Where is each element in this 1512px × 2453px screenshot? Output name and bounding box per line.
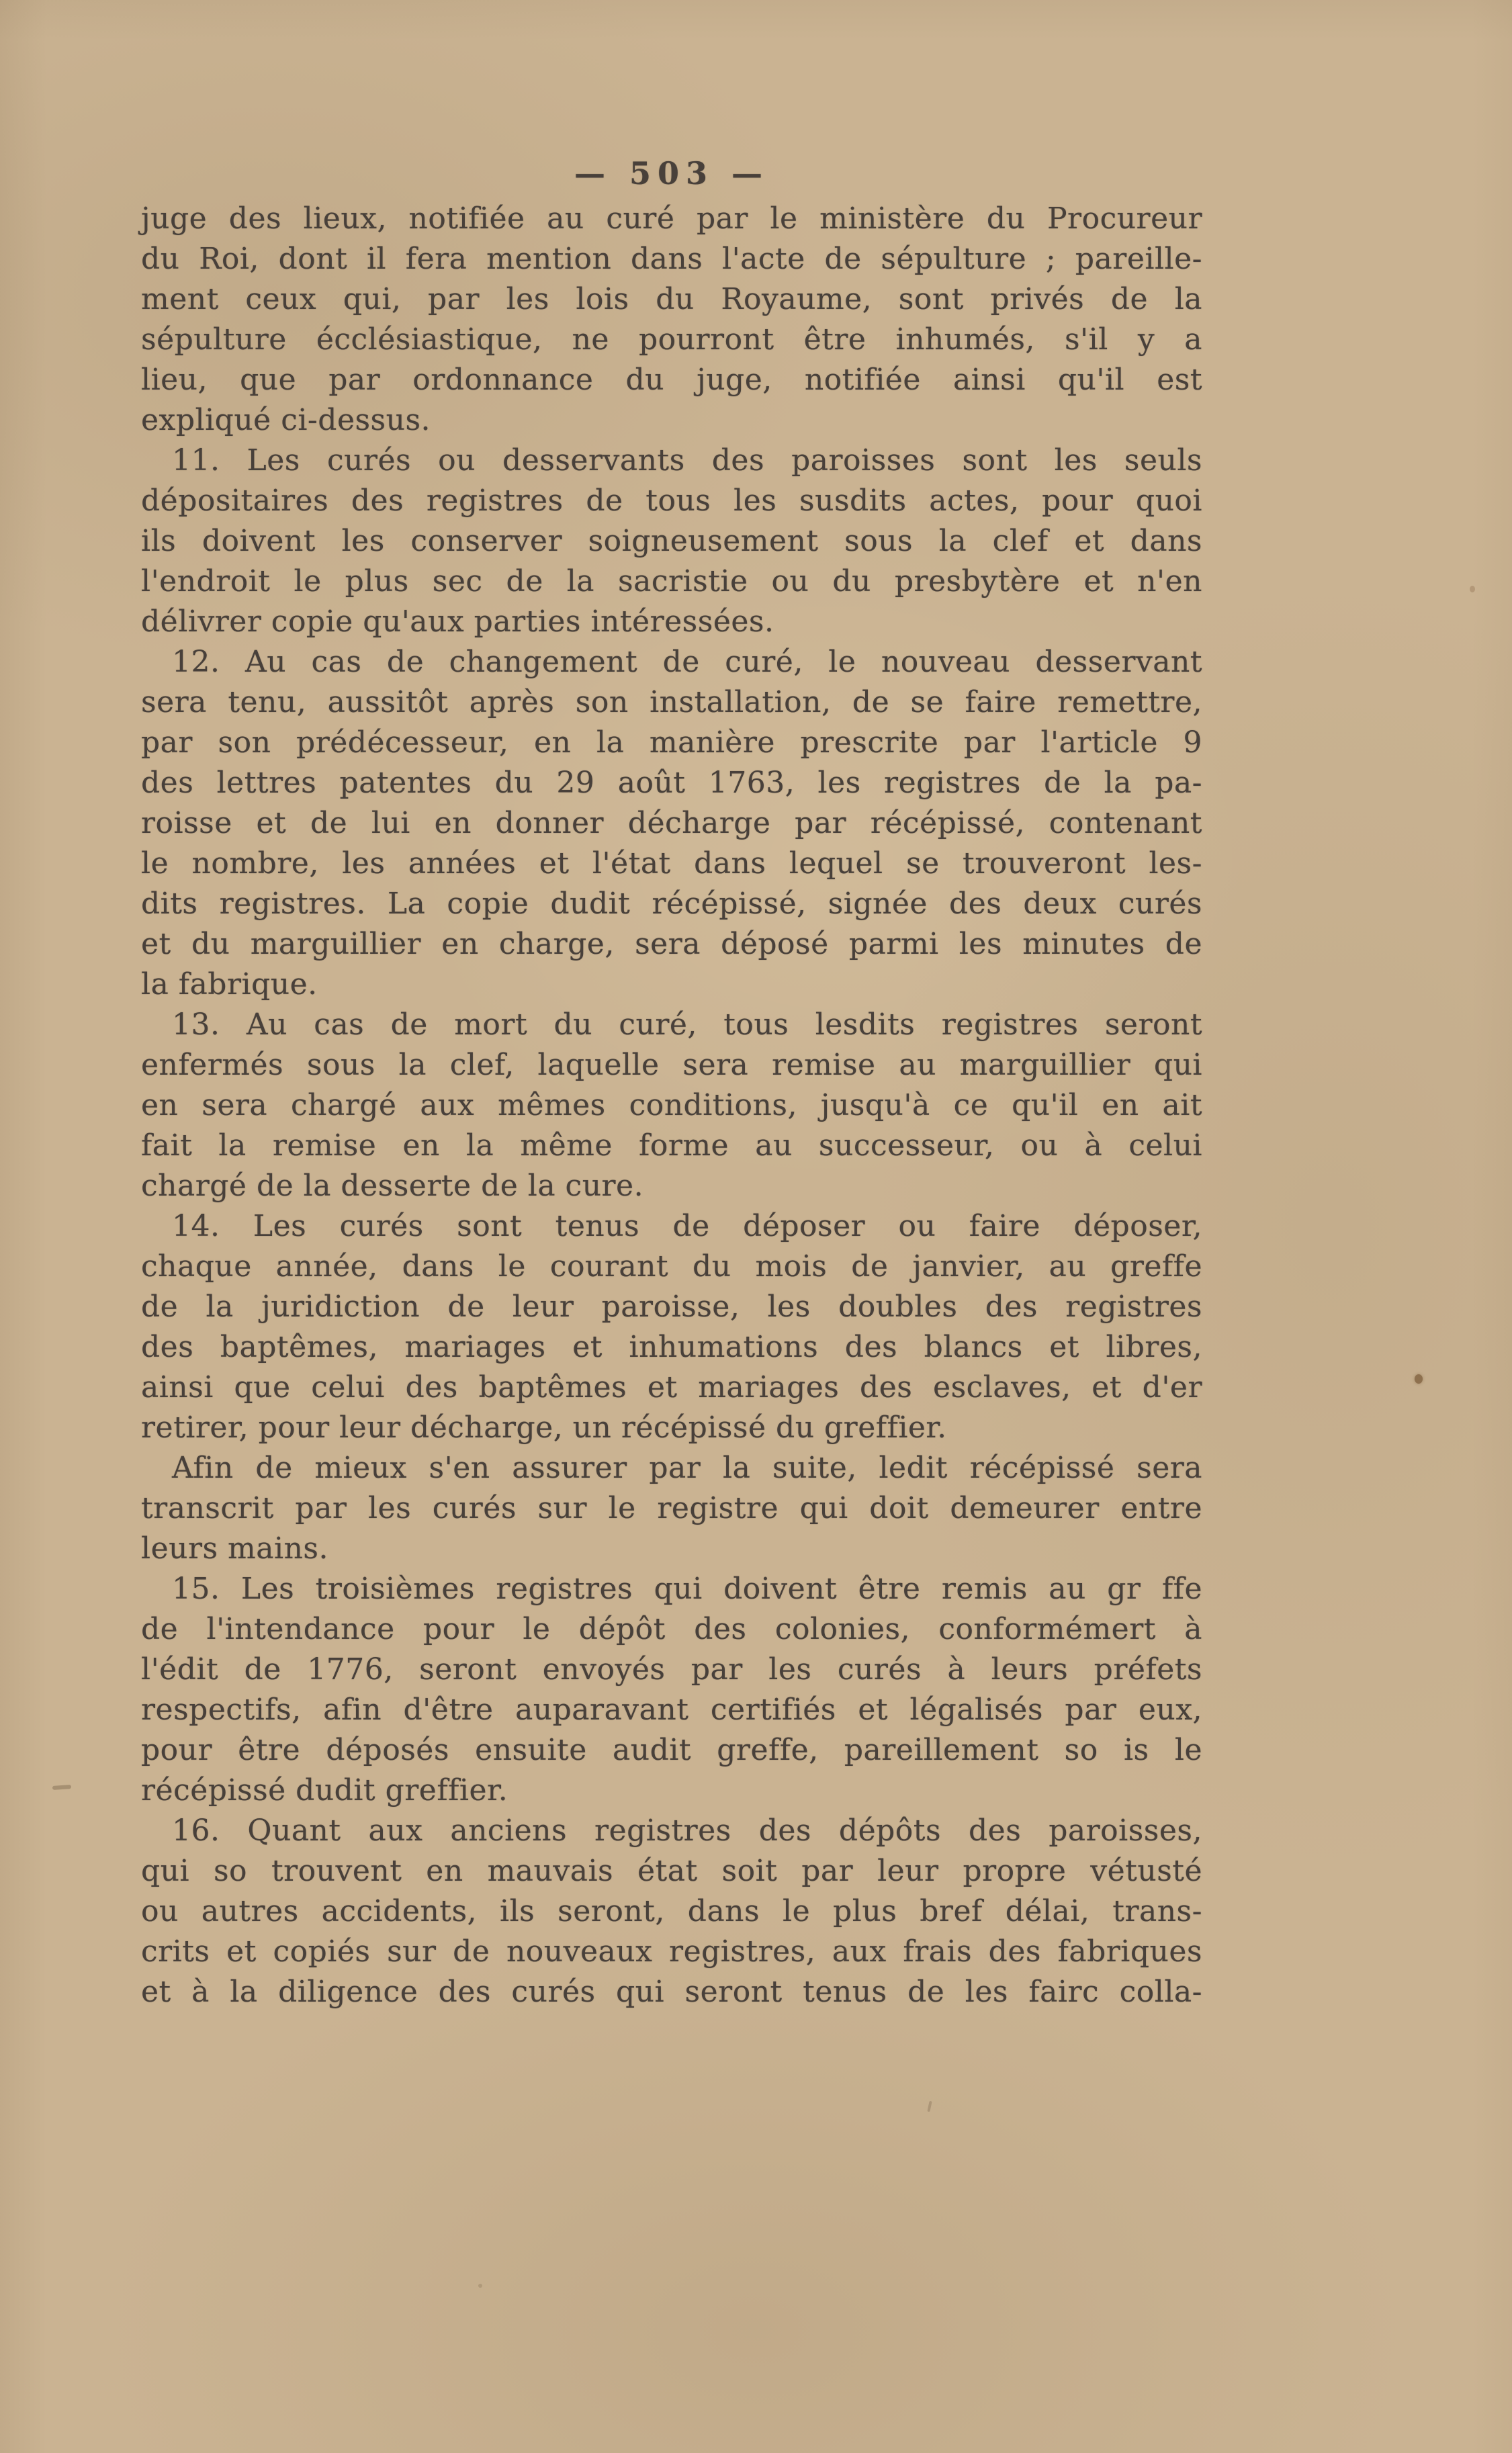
text-line: dépositaires des registres de tous les susdits actes, pour quoi xyxy=(141,484,1202,518)
text-line: ils doivent les conserver soigneusement sous la clef et dans xyxy=(141,524,1202,558)
text-line: chaque année, dans le courant du mois de janvier, au greffe xyxy=(141,1249,1202,1284)
text-line: fait la remise en la même forme au successeur, ou à celui xyxy=(141,1128,1202,1163)
text-line: dits registres. La copie dudit récépissé, signée des deux curés xyxy=(141,887,1202,921)
text-line: roisse et de lui en donner décharge par récépissé, contenant xyxy=(141,806,1202,840)
text-line: et à la diligence des curés qui seront tenus de les fairc colla- xyxy=(141,1975,1202,2009)
paragraph xyxy=(141,1005,1202,1206)
text-line: 14. Les curés sont tenus de déposer ou faire déposer, xyxy=(172,1209,1202,1243)
text-line: des baptêmes, mariages et inhumations des blancs et libres, xyxy=(141,1330,1202,1364)
paragraph xyxy=(141,199,1202,441)
text-line: 15. Les troisièmes registres qui doivent être remis au gr ffe xyxy=(172,1572,1202,1606)
text-line: qui so trouvent en mauvais état soit par leur propre vétusté xyxy=(141,1854,1202,1888)
text-line: lieu, que par ordonnance du juge, notifiée ainsi qu'il est xyxy=(141,363,1202,397)
paper-speck xyxy=(478,2284,482,2288)
text-line: l'endroit le plus sec de la sacristie ou du presbytère et n'en xyxy=(141,564,1202,598)
paragraph xyxy=(141,642,1202,1005)
text-block xyxy=(141,199,1202,2012)
text-line: de l'intendance pour le dépôt des colonies, conformémert à xyxy=(141,1612,1202,1646)
paragraph xyxy=(141,1569,1202,1811)
text-line: 11. Les curés ou desservants des paroisses sont les seuls xyxy=(172,443,1202,478)
paragraph xyxy=(141,1448,1202,1569)
text-line: respectifs, afin d'être auparavant certifiés et légalisés par eux, xyxy=(141,1693,1202,1727)
text-line: du Roi, dont il fera mention dans l'acte de sépulture ; pareille- xyxy=(141,242,1202,276)
paragraph xyxy=(141,441,1202,642)
text-line: sera tenu, aussitôt après son installation, de se faire remettre, xyxy=(141,685,1202,719)
text-line: transcrit par les curés sur le registre qui doit demeurer entre xyxy=(141,1491,1202,1525)
paper-speck xyxy=(52,1785,71,1790)
text-line: récépissé dudit greffier. xyxy=(141,1773,508,1808)
text-line: sépulture écclésiastique, ne pourront être inhumés, s'il y a xyxy=(141,322,1202,357)
paper-speck xyxy=(1415,1374,1423,1384)
text-line: des lettres patentes du 29 août 1763, les registres de la pa- xyxy=(141,766,1202,800)
paragraph xyxy=(141,1811,1202,2012)
paragraph xyxy=(141,1206,1202,1448)
text-line: leurs mains. xyxy=(141,1531,328,1566)
text-line: 16. Quant aux anciens registres des dépôts des paroisses, xyxy=(172,1814,1202,1848)
text-line: l'édit de 1776, seront envoyés par les curés à leurs préfets xyxy=(141,1652,1202,1687)
text-line: retirer, pour leur décharge, un récépissé du greffier. xyxy=(141,1411,947,1445)
text-line: expliqué ci-dessus. xyxy=(141,403,431,437)
text-line: ment ceux qui, par les lois du Royaume, sont privés de la xyxy=(141,282,1202,316)
text-line: Afin de mieux s'en assurer par la suite, ledit récépissé sera xyxy=(172,1451,1202,1485)
text-line: ou autres accidents, ils seront, dans le plus bref délai, trans- xyxy=(141,1894,1202,1928)
text-line: de la juridiction de leur paroisse, les doubles des registres xyxy=(141,1290,1202,1324)
text-line: pour être déposés ensuite audit greffe, pareillement so is le xyxy=(141,1733,1202,1767)
text-line: la fabrique. xyxy=(141,967,318,1001)
page-number: — 503 — xyxy=(574,155,770,191)
text-line: en sera chargé aux mêmes conditions, jusqu'à ce qu'il en ait xyxy=(141,1088,1202,1122)
text-line: 13. Au cas de mort du curé, tous lesdits registres seront xyxy=(172,1008,1202,1042)
paper-speck xyxy=(1470,586,1475,592)
text-line: 12. Au cas de changement de curé, le nouveau desservant xyxy=(172,645,1202,679)
text-line: crits et copiés sur de nouveaux registres, aux frais des fabriques xyxy=(141,1934,1202,1969)
text-line: par son prédécesseur, en la manière prescrite par l'article 9 xyxy=(141,725,1202,760)
text-line: et du marguillier en charge, sera déposé parmi les minutes de xyxy=(141,927,1202,961)
text-line: enfermés sous la clef, laquelle sera remise au marguillier qui xyxy=(141,1048,1202,1082)
text-line: délivrer copie qu'aux parties intéressées. xyxy=(141,605,774,639)
paper-speck xyxy=(927,2101,932,2112)
text-line: juge des lieux, notifiée au curé par le ministère du Procureur xyxy=(141,202,1202,236)
text-line: chargé de la desserte de la cure. xyxy=(141,1169,644,1203)
text-line: le nombre, les années et l'état dans lequel se trouveront les- xyxy=(141,846,1202,881)
text-line: ainsi que celui des baptêmes et mariages des esclaves, et d'er xyxy=(141,1370,1202,1404)
